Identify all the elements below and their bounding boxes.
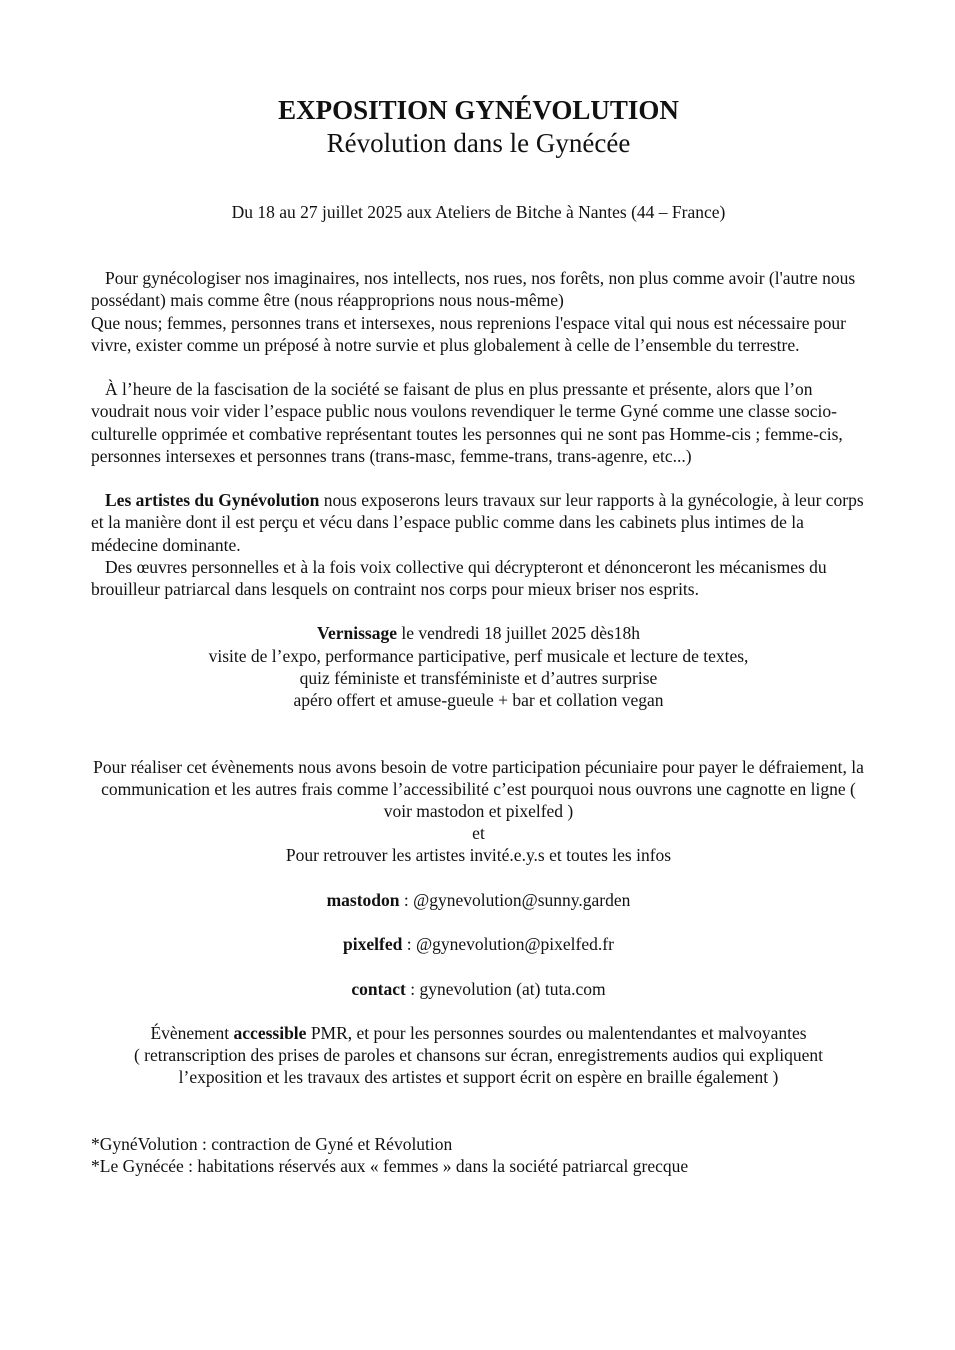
- intro-paragraph-2: Que nous; femmes, personnes trans et intersexes, nous reprenions l'espace vital qui nous est nécessaire pour vivre, exister comme un préposé à notre survie et plus globalement à celle de l’ensemble du terrestre.: [91, 312, 846, 355]
- vernissage-program-line-1: visite de l’expo, performance participative, perf musicale et lecture de textes,: [208, 645, 749, 666]
- mastodon-line: [91, 889, 866, 911]
- mastodon-handle: : @gynevolution@sunny.garden: [399, 889, 631, 910]
- accessibility-detail: ( retranscription des prises de paroles et chansons sur écran, enregistrements audios qui expliquent l’exposition et les travaux des artistes et support écrit on espère en braille également ): [133, 1045, 824, 1088]
- pixelfed-handle: : @gynevolution@pixelfed.fr: [402, 934, 614, 955]
- vernissage-line: [91, 622, 866, 644]
- vernissage-program-line-3: apéro offert et amuse-gueule + bar et collation vegan: [293, 690, 664, 711]
- accessibility-line: [91, 1022, 866, 1044]
- works-paragraph: Des œuvres personnelles et à la fois voix collective qui décrypteront et dénonceront les mécanismes du brouilleur patriarcal dans lesquels on contraint nos corps pour mieux briser nos esprits.: [91, 556, 827, 600]
- contact-email: : gynevolution (at) tuta.com: [405, 978, 606, 999]
- artists-info-line: Pour retrouver les artistes invité.e.y.s et toutes les infos: [285, 845, 672, 866]
- vernissage-date: le vendredi 18 juillet 2025 dès18h: [397, 623, 641, 644]
- document-page: [91, 94, 866, 1177]
- artists-paragraph-text: nous exposerons leurs travaux sur leur rapports à la gynécologie, à leur corps et la manière dont il est perçu et vécu dans l’espace public comme dans les cabinets plus intimes de la médecine dominante.: [91, 490, 864, 555]
- funding-paragraph: Pour réaliser cet évènements nous avons besoin de votre participation pécuniaire pour payer le défraiement, la communication et les autres frais comme l’accessibilité c’est pourquoi nous ouvrons une cagnotte en ligne ( voir mastodon et pixelfed ): [93, 756, 864, 822]
- intro-paragraph-3: À l’heure de la fascisation de la société se faisant de plus en plus pressante et présente, alors que l’on voudrait nous voir vider l’espace public nous voulons revendiquer le terme Gyné comme une classe socio-culturelle opprimée et combative représentant toutes les personnes qui ne sont pas Homme-cis ; femme-cis, personnes intersexes et personnes trans (trans-masc, femme-trans, trans-agenre, etc...): [91, 379, 843, 466]
- document-subtitle: Révolution dans le Gynécée: [326, 128, 631, 158]
- pixelfed-label: pixelfed: [343, 934, 403, 955]
- accessibility-post: PMR, et pour les personnes sourdes ou malentendantes et malvoyantes: [306, 1022, 807, 1043]
- footnote-gynevolution: *GynéVolution : contraction de Gyné et Révolution: [91, 1133, 453, 1154]
- intro-paragraph-1: Pour gynécologiser nos imaginaires, nos intellects, nos rues, nos forêts, non plus comme avoir (l'autre nous possédant) mais comme être (nous réapproprions nous nous-même): [91, 268, 856, 311]
- vernissage-label: Vernissage: [316, 623, 398, 644]
- pixelfed-line: [91, 933, 866, 955]
- artists-bold-label: Les artistes du Gynévolution: [105, 490, 320, 511]
- vernissage-program-line-2: quiz féministe et transféministe et d’autres surprise: [299, 667, 658, 688]
- contact-label: contact: [351, 978, 406, 999]
- document-title: EXPOSITION GYNÉVOLUTION: [278, 95, 679, 125]
- accessibility-bold: accessible: [233, 1022, 307, 1043]
- funding-et: et: [472, 823, 485, 844]
- footnote-gynecee: *Le Gynécée : habitations réservés aux « femmes » dans la société patriarcal grecque: [91, 1156, 689, 1177]
- mastodon-label: mastodon: [326, 889, 400, 910]
- dates-location-line: Du 18 au 27 juillet 2025 aux Ateliers de Bitche à Nantes (44 – France): [231, 202, 726, 222]
- artists-paragraph: [91, 489, 866, 556]
- contact-line: [91, 978, 866, 1000]
- accessibility-pre: Évènement: [150, 1022, 234, 1043]
